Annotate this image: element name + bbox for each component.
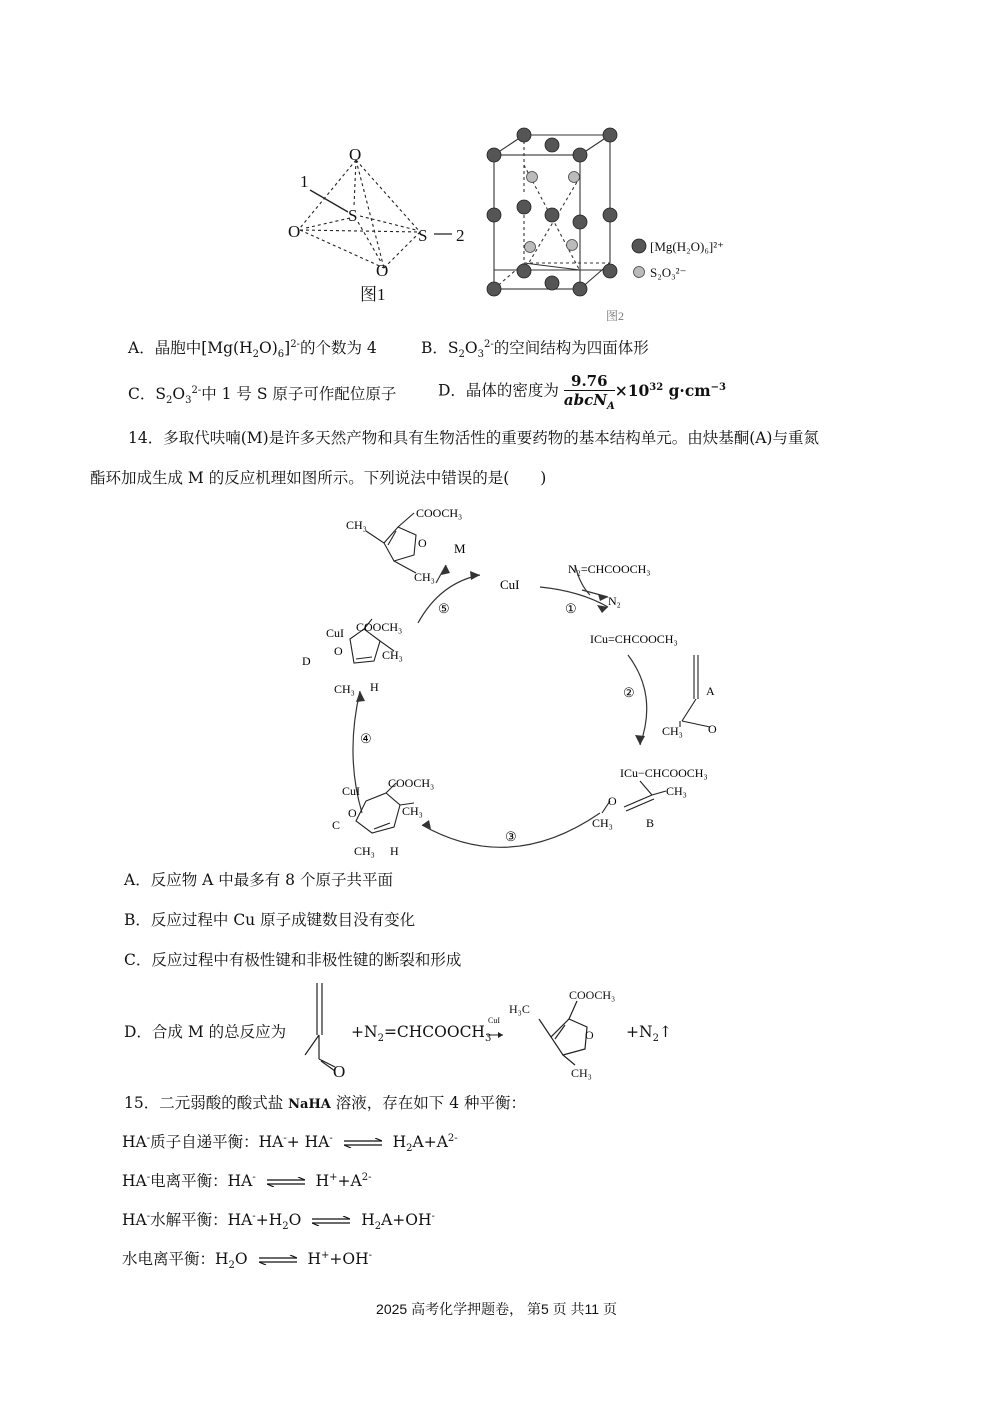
- fig2-caption: 图2: [606, 309, 625, 323]
- fig1-label-1: 1: [300, 172, 309, 191]
- fig1-label-2: 2: [456, 226, 465, 245]
- d-h3c: H₃C: [509, 1002, 530, 1016]
- q14-option-c: C．反应过程中有极性键和非极性键的断裂和形成: [124, 951, 462, 969]
- reaction-cycle-svg: [290, 495, 740, 865]
- d-ch3-bottom: CH₃: [334, 682, 355, 696]
- q14-stem-line1: 14．多取代呋喃(M)是许多天然产物和具有生物活性的重要药物的基本结构单元。由炔基酮(A)与重氮: [128, 429, 819, 447]
- m-ch3-left: CH₃: [346, 518, 367, 532]
- c-ch3-bottom: CH₃: [354, 844, 375, 858]
- c-o: O: [348, 806, 357, 820]
- m-cooch3: COOCH₃: [416, 506, 463, 520]
- d-ch3: CH₃: [571, 1066, 592, 1080]
- b-top: ICu−CHCOOCH₃: [620, 766, 708, 780]
- c-cui: CuI: [342, 784, 360, 798]
- q13-option-a: A．晶胞中$[Mg(H_2O)_6]^{2-}$的个数为 4: [128, 338, 377, 361]
- step-3: ③: [505, 829, 517, 844]
- b-ch3-left: CH₃: [592, 816, 613, 830]
- a-o: O: [708, 722, 717, 736]
- d-furan-o: O: [585, 1028, 594, 1042]
- d-h: H: [370, 680, 379, 694]
- q15-equilibrium-1: HA-质子自递平衡：HA-+ HA- $H_2A+A^{2-}$: [122, 1132, 458, 1155]
- n2-released: N₂: [608, 594, 621, 608]
- fig1-caption: 图1: [360, 285, 386, 304]
- equilibrium-arrow-icon: [267, 1177, 305, 1187]
- label-d: D: [302, 654, 311, 668]
- fig2-legend-mg: [Mg(H₂O)₆]²⁺: [650, 239, 724, 254]
- q15-equilibrium-3: HA-水解平衡：$HA^-+H_2O$ $H_2A+OH^-$: [122, 1210, 435, 1233]
- diazo-reagent: N₂=CHCOOCH₃: [568, 562, 651, 576]
- d-cui: CuI: [326, 626, 344, 640]
- q14-option-d-reagent: $+N_2=CHCOOCH_3$: [351, 1023, 492, 1045]
- q14-stem-line2: 酯环加成生成 M 的反应机理如图所示。下列说法中错误的是( ): [90, 469, 547, 487]
- label-m: M: [454, 541, 466, 556]
- density-fraction: $\frac{9.76}{abcN_A}$: [563, 372, 615, 412]
- q14-option-a: A．反应物 A 中最多有 8 个原子共平面: [124, 871, 393, 889]
- q14-option-d-label: D．合成 M 的总反应为: [124, 1023, 287, 1041]
- catalyst-cui: CuI: [500, 577, 520, 592]
- c-h: H: [390, 844, 399, 858]
- q13-option-c: C．$S_2O_3^{2-}$中 1 号 S 原子可作配位原子: [128, 384, 397, 407]
- q15-equilibrium-2: HA-电离平衡：HA- $H^++A^{2-}$: [122, 1171, 372, 1190]
- fig1-o-top: O: [349, 145, 362, 164]
- a-ch3: CH₃: [662, 724, 683, 738]
- c-ch3-right: CH₃: [402, 804, 423, 818]
- equilibrium-arrow-icon: [344, 1138, 382, 1148]
- figure-2: [478, 125, 758, 325]
- intermediate-cu-carbene: ICu=CHCOOCH₃: [590, 632, 678, 646]
- d-o: O: [334, 644, 343, 658]
- fig1-s-right: S: [418, 226, 428, 245]
- page-footer: 2025 高考化学押题卷， 第5 页 共11 页: [376, 1301, 617, 1317]
- step-4: ④: [360, 731, 372, 746]
- figure-2-diagram: [478, 125, 758, 325]
- m-o: O: [418, 536, 427, 550]
- d-ch3-right: CH₃: [382, 648, 403, 662]
- step-5: ⑤: [438, 601, 450, 616]
- d-cooch3: COOCH₃: [569, 988, 616, 1002]
- label-b: B: [646, 816, 655, 830]
- label-a: A: [706, 684, 715, 698]
- b-ch3-right: CH₃: [666, 784, 687, 798]
- label-c: C: [332, 818, 341, 832]
- q15-equilibrium-4: 水电离平衡：$H_2O$ H++OH-: [122, 1249, 373, 1272]
- equilibrium-arrow-icon: [259, 1255, 297, 1265]
- b-o: O: [608, 794, 617, 808]
- fig2-legend-s2o3: S₂O₃²⁻: [650, 265, 687, 280]
- equilibrium-arrow-icon: [312, 1216, 350, 1226]
- q14-option-d-n2: $+N_2↑$: [626, 1023, 672, 1045]
- c-cooch3: COOCH₃: [388, 776, 435, 790]
- step-2: ②: [623, 685, 635, 700]
- step-1: ①: [565, 601, 577, 616]
- d-a-o: O: [333, 1062, 346, 1081]
- figure-1: [280, 140, 480, 310]
- q13-option-b: B．$S_2O_3^{2-}$的空间结构为四面体形: [421, 338, 649, 361]
- fig1-s-center: S: [348, 206, 358, 225]
- figure-1-diagram: [280, 140, 480, 310]
- q14-option-b: B．反应过程中 Cu 原子成键数目没有变化: [124, 911, 416, 929]
- d-catalyst: CuI: [488, 1016, 500, 1025]
- d-cooch3: COOCH₃: [356, 620, 403, 634]
- fig1-o-left: O: [288, 222, 301, 241]
- fig1-o-bottom: O: [376, 261, 389, 280]
- m-ch3-right: CH₃: [414, 570, 435, 584]
- q15-stem: 15．二元弱酸的酸式盐 NaHA 溶液，存在如下 4 种平衡：: [124, 1094, 526, 1112]
- reaction-cycle-diagram: [290, 495, 740, 865]
- q13-option-d: D．晶体的密度为 $\frac{9.76}{abcN_A}$ $\times 10^{32}$ $g\cdot cm^{-3}$: [438, 372, 727, 412]
